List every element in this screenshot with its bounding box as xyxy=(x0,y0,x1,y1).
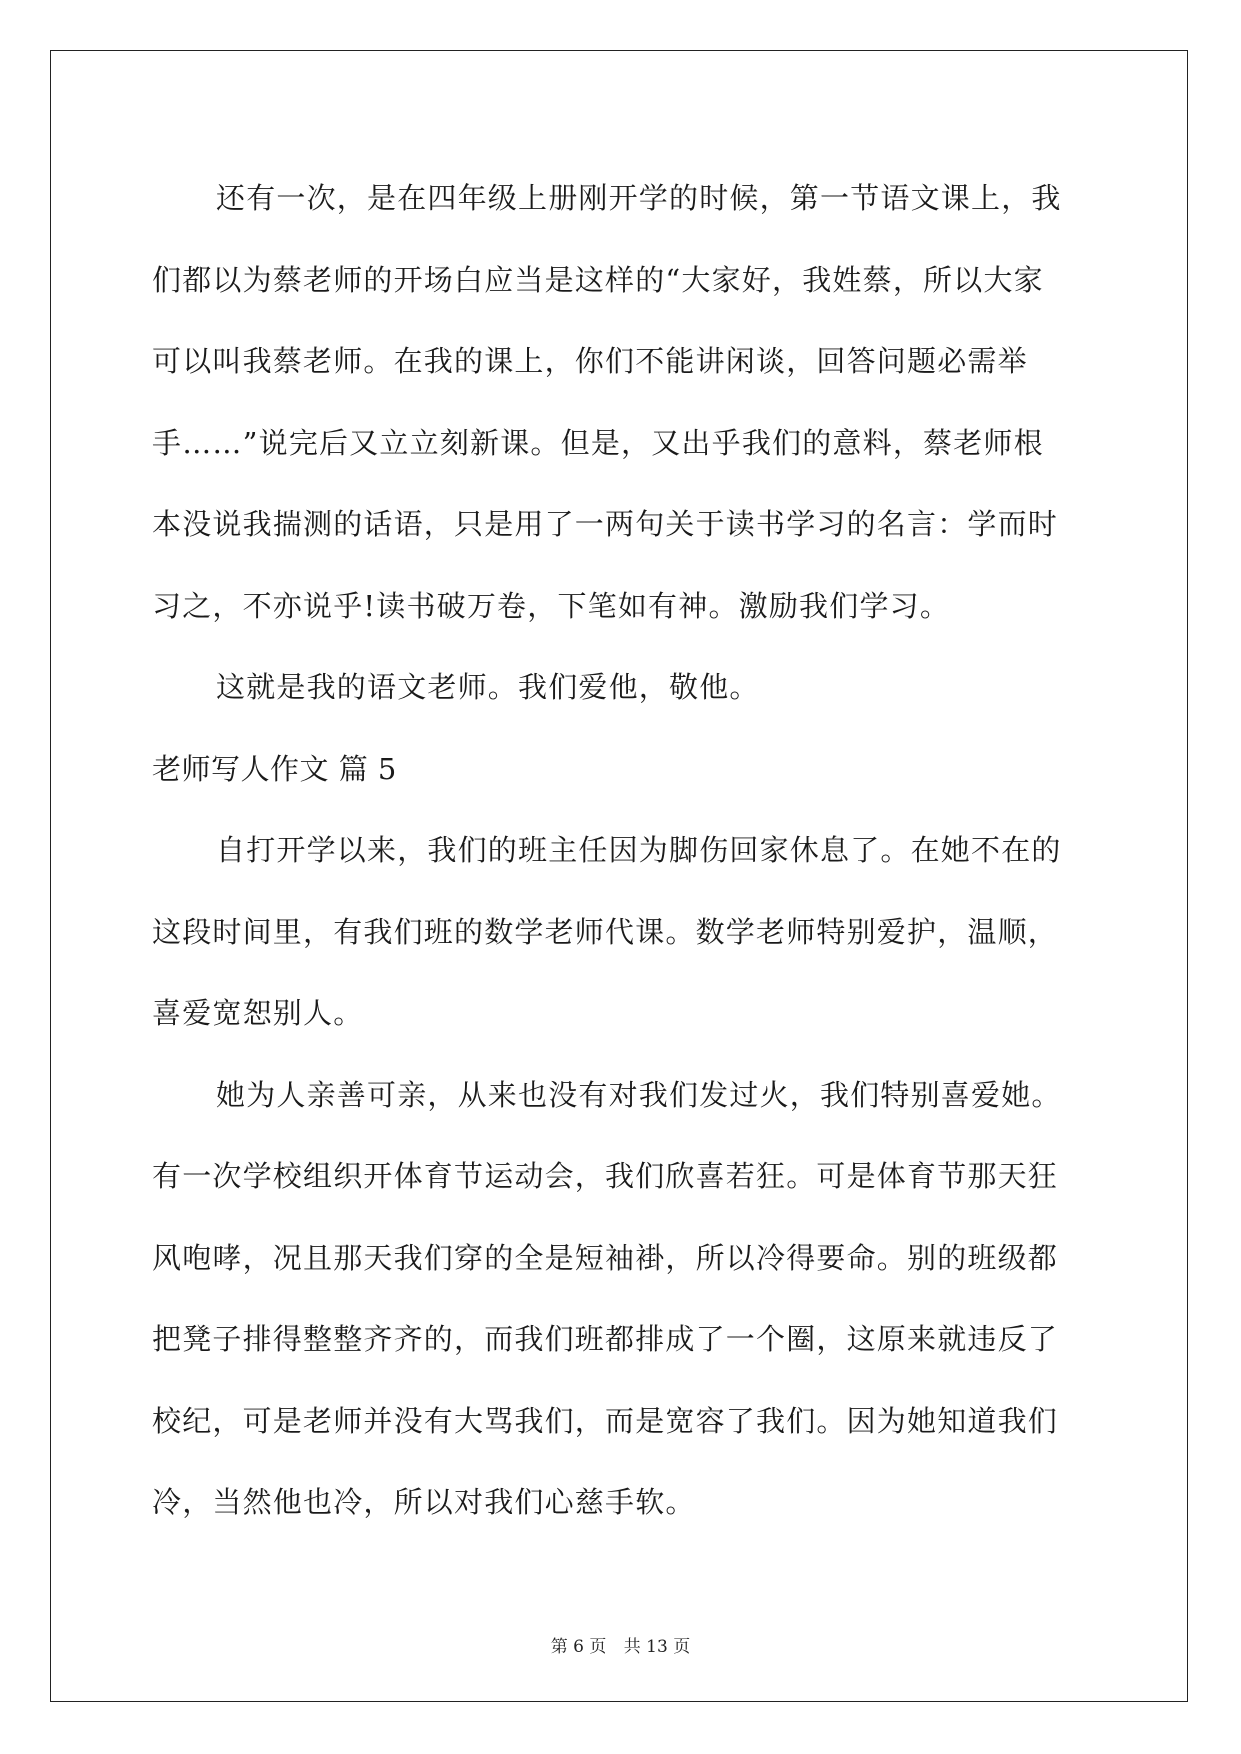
page-number-current: 第 6 页 xyxy=(550,1637,607,1657)
paragraph-line: 这段时间里，有我们班的数学老师代课。数学老师特别爱护，温顺， xyxy=(152,914,1059,949)
paragraph-line: 可以叫我蔡老师。在我的课上，你们不能讲闲谈，回答问题必需举 xyxy=(152,344,1028,378)
paragraph-line: 手……”说完后又立立刻新课。但是，又出乎我们的意料，蔡老师根 xyxy=(152,425,1044,460)
paragraph-line: 还有一次，是在四年级上册刚开学的时候，第一节语文课上，我 xyxy=(216,181,1062,215)
paragraph-line: 她为人亲善可亲，从来也没有对我们发过火，我们特别喜爱她。 xyxy=(216,1077,1062,1112)
paragraph-line: 自打开学以来，我们的班主任因为脚伤回家休息了。在她不在的 xyxy=(216,833,1062,867)
page-number-total: 共 13 页 xyxy=(623,1637,691,1657)
paragraph-line: 们都以为蔡老师的开场白应当是这样的“大家好，我姓蔡，所以大家 xyxy=(152,262,1044,297)
paragraph-line: 风咆哮，况且那天我们穿的全是短袖褂，所以冷得要命。别的班级都 xyxy=(152,1240,1059,1275)
paragraph-line: 把凳子排得整整齐齐的，而我们班都排成了一个圈，这原来就违反了 xyxy=(152,1322,1059,1356)
paragraph-line: 校纪，可是老师并没有大骂我们，而是宽容了我们。因为她知道我们 xyxy=(152,1403,1059,1438)
paragraph-line: 这就是我的语文老师。我们爱他，敬他。 xyxy=(216,670,760,704)
paragraph-line: 有一次学校组织开体育节运动会，我们欣喜若狂。可是体育节那天狂 xyxy=(152,1159,1059,1193)
paragraph-line: 本没说我揣测的话语，只是用了一两句关于读书学习的名言：学而时 xyxy=(152,507,1059,541)
document-body xyxy=(152,158,1087,1544)
paragraph-line: 喜爱宽恕别人。 xyxy=(152,996,364,1030)
paragraph-line: 习之，不亦说乎!读书破万卷，下笔如有神。激励我们学习。 xyxy=(152,588,951,623)
section-title: 老师写人作文 篇 5 xyxy=(152,751,397,786)
page-footer xyxy=(0,1632,1241,1657)
paragraph-line: 冷，当然他也冷，所以对我们心慈手软。 xyxy=(152,1485,696,1519)
